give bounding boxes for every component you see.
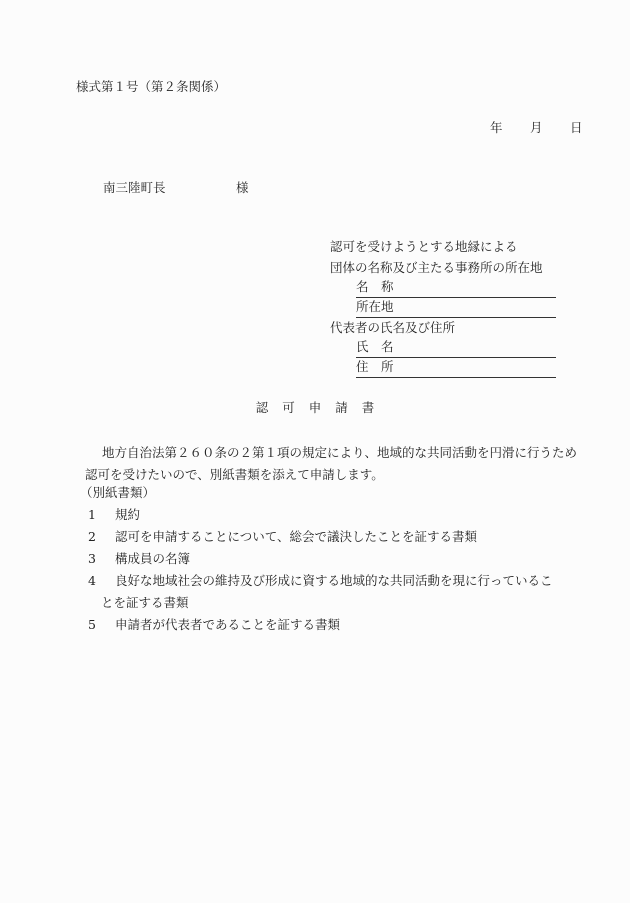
addressee-name: 南三陸町長 <box>103 180 166 195</box>
attachment-number: 1 <box>88 507 96 522</box>
date-line <box>0 122 630 138</box>
attachment-text: 規約 <box>115 507 141 522</box>
attachment-text: 申請者が代表者であることを証する書類 <box>115 617 341 632</box>
group-name-label: 名 称 <box>356 279 394 294</box>
rep-address-field[interactable] <box>356 360 556 378</box>
rep-name-label: 氏 名 <box>356 339 394 354</box>
date-year-label: 年 <box>490 120 503 135</box>
attachments-heading: （別紙書類） <box>80 485 156 500</box>
rep-address-label: 住 所 <box>356 359 394 374</box>
form-number: 様式第１号（第２条関係） <box>76 79 227 94</box>
attachment-number: 3 <box>88 551 96 566</box>
addressee-honorific: 様 <box>236 180 249 195</box>
attachment-text: 構成員の名簿 <box>115 551 191 566</box>
group-address-label: 所在地 <box>356 299 394 314</box>
group-address-field[interactable] <box>356 300 556 318</box>
group-heading-line2: 団体の名称及び主たる事務所の所在地 <box>330 260 543 275</box>
attachment-item <box>88 553 190 566</box>
document-title: 認可申請書 <box>255 400 389 415</box>
date-day-label: 日 <box>570 120 583 135</box>
rep-name-field[interactable] <box>356 340 556 358</box>
attachment-item <box>88 509 140 522</box>
attachment-number: 4 <box>88 573 96 588</box>
group-heading-line1: 認可を受けようとする地縁による <box>330 239 518 254</box>
attachment-text: 認可を申請することについて、総会で議決したことを証する書類 <box>115 529 478 544</box>
attachment-item <box>88 619 340 632</box>
rep-heading: 代表者の氏名及び住所 <box>330 320 456 335</box>
group-name-field[interactable] <box>356 280 556 298</box>
attachment-number: 5 <box>88 617 96 632</box>
date-month-label: 月 <box>530 120 543 135</box>
attachment-text: 良好な地域社会の維持及び形成に資する地域的な共同活動を現に行っているこ <box>115 573 553 588</box>
attachment-item <box>88 531 477 544</box>
body-paragraph: 地方自治法第２６０条の２第１項の規定により、地域的な共同活動を円滑に行うため認可を受けたいので、別紙書類を添えて申請します。 <box>85 445 578 482</box>
attachment-continuation: とを証する書類 <box>101 595 189 610</box>
attachment-item <box>88 575 553 588</box>
attachment-number: 2 <box>88 529 96 544</box>
